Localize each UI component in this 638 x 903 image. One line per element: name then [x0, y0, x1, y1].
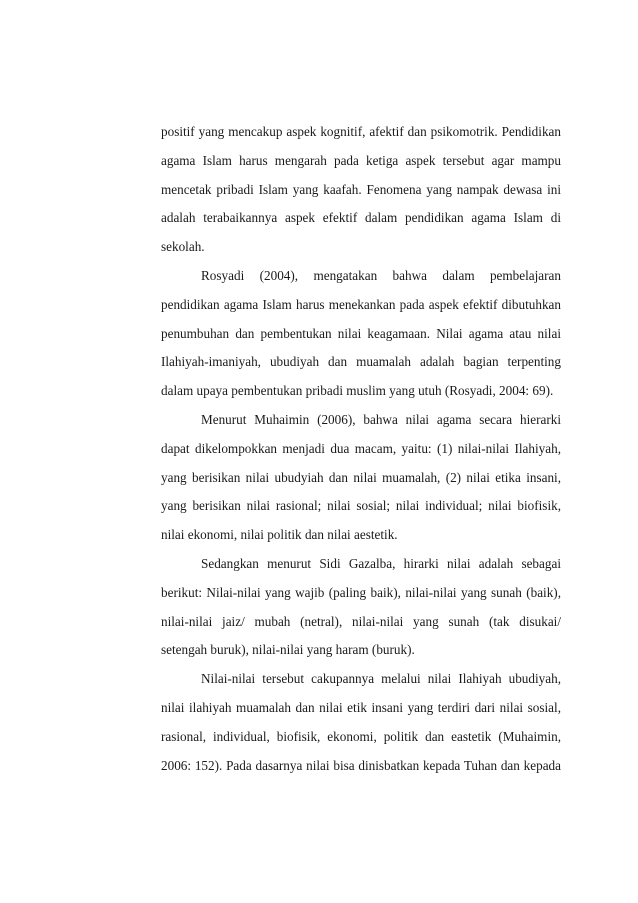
text-line: dalam upaya pembentukan pribadi muslim yang utuh (Rosyadi, 2004: 69). — [161, 383, 554, 399]
text-line: berikut: Nilai-nilai yang wajib (paling baik), nilai-nilai yang sunah (baik), — [161, 584, 561, 600]
text-line: nilai ekonomi, nilai politik dan nilai aestetik. — [161, 527, 398, 543]
text-line: rasional, individual, biofisik, ekonomi, politik dan eastetik (Muhaimin, — [161, 728, 561, 744]
text-line: Nilai-nilai tersebut cakupannya melalui nilai Ilahiyah ubudiyah, — [201, 671, 561, 687]
text-line: yang berisikan nilai ubudyiah dan nilai muamalah, (2) nilai etika insani, — [161, 469, 561, 485]
text-line: nilai-nilai jaiz/ mubah (netral), nilai-nilai yang sunah (tak disukai/ — [161, 613, 561, 629]
text-line: nilai ilahiyah muamalah dan nilai etik insani yang terdiri dari nilai sosial, — [161, 699, 561, 715]
text-line: Sedangkan menurut Sidi Gazalba, hirarki nilai adalah sebagai — [201, 555, 561, 571]
text-line: Menurut Muhaimin (2006), bahwa nilai agama secara hierarki — [201, 411, 561, 427]
text-line: agama Islam harus mengarah pada ketiga aspek tersebut agar mampu — [161, 152, 561, 168]
text-line: Ilahiyah-imaniyah, ubudiyah dan muamalah adalah bagian terpenting — [161, 354, 561, 370]
text-line: setengah buruk), nilai-nilai yang haram (buruk). — [161, 642, 415, 658]
paragraph — [161, 665, 561, 780]
paragraph — [161, 262, 561, 406]
text-line: penumbuhan dan pembentukan nilai keagamaan. Nilai agama atau nilai — [161, 325, 561, 341]
text-line: sekolah. — [161, 239, 205, 255]
paragraph — [161, 550, 561, 665]
body-text — [161, 118, 561, 780]
text-line: 2006: 152). Pada dasarnya nilai bisa dinisbatkan kepada Tuhan dan kepada — [161, 757, 561, 773]
paragraph — [161, 406, 561, 550]
text-line: mencetak pribadi Islam yang kaafah. Fenomena yang nampak dewasa ini — [161, 181, 561, 197]
text-line: yang berisikan nilai rasional; nilai sosial; nilai individual; nilai biofisik, — [161, 498, 561, 514]
text-line: Rosyadi (2004), mengatakan bahwa dalam pembelajaran — [201, 267, 561, 283]
text-line: dapat dikelompokkan menjadi dua macam, yaitu: (1) nilai-nilai Ilahiyah, — [161, 440, 561, 456]
text-line: positif yang mencakup aspek kognitif, afektif dan psikomotrik. Pendidikan — [161, 124, 561, 139]
paragraph — [161, 118, 561, 262]
text-line: pendidikan agama Islam harus menekankan pada aspek efektif dibutuhkan — [161, 296, 561, 312]
text-line: adalah terabaikannya aspek efektif dalam pendidikan agama Islam di — [161, 210, 561, 226]
